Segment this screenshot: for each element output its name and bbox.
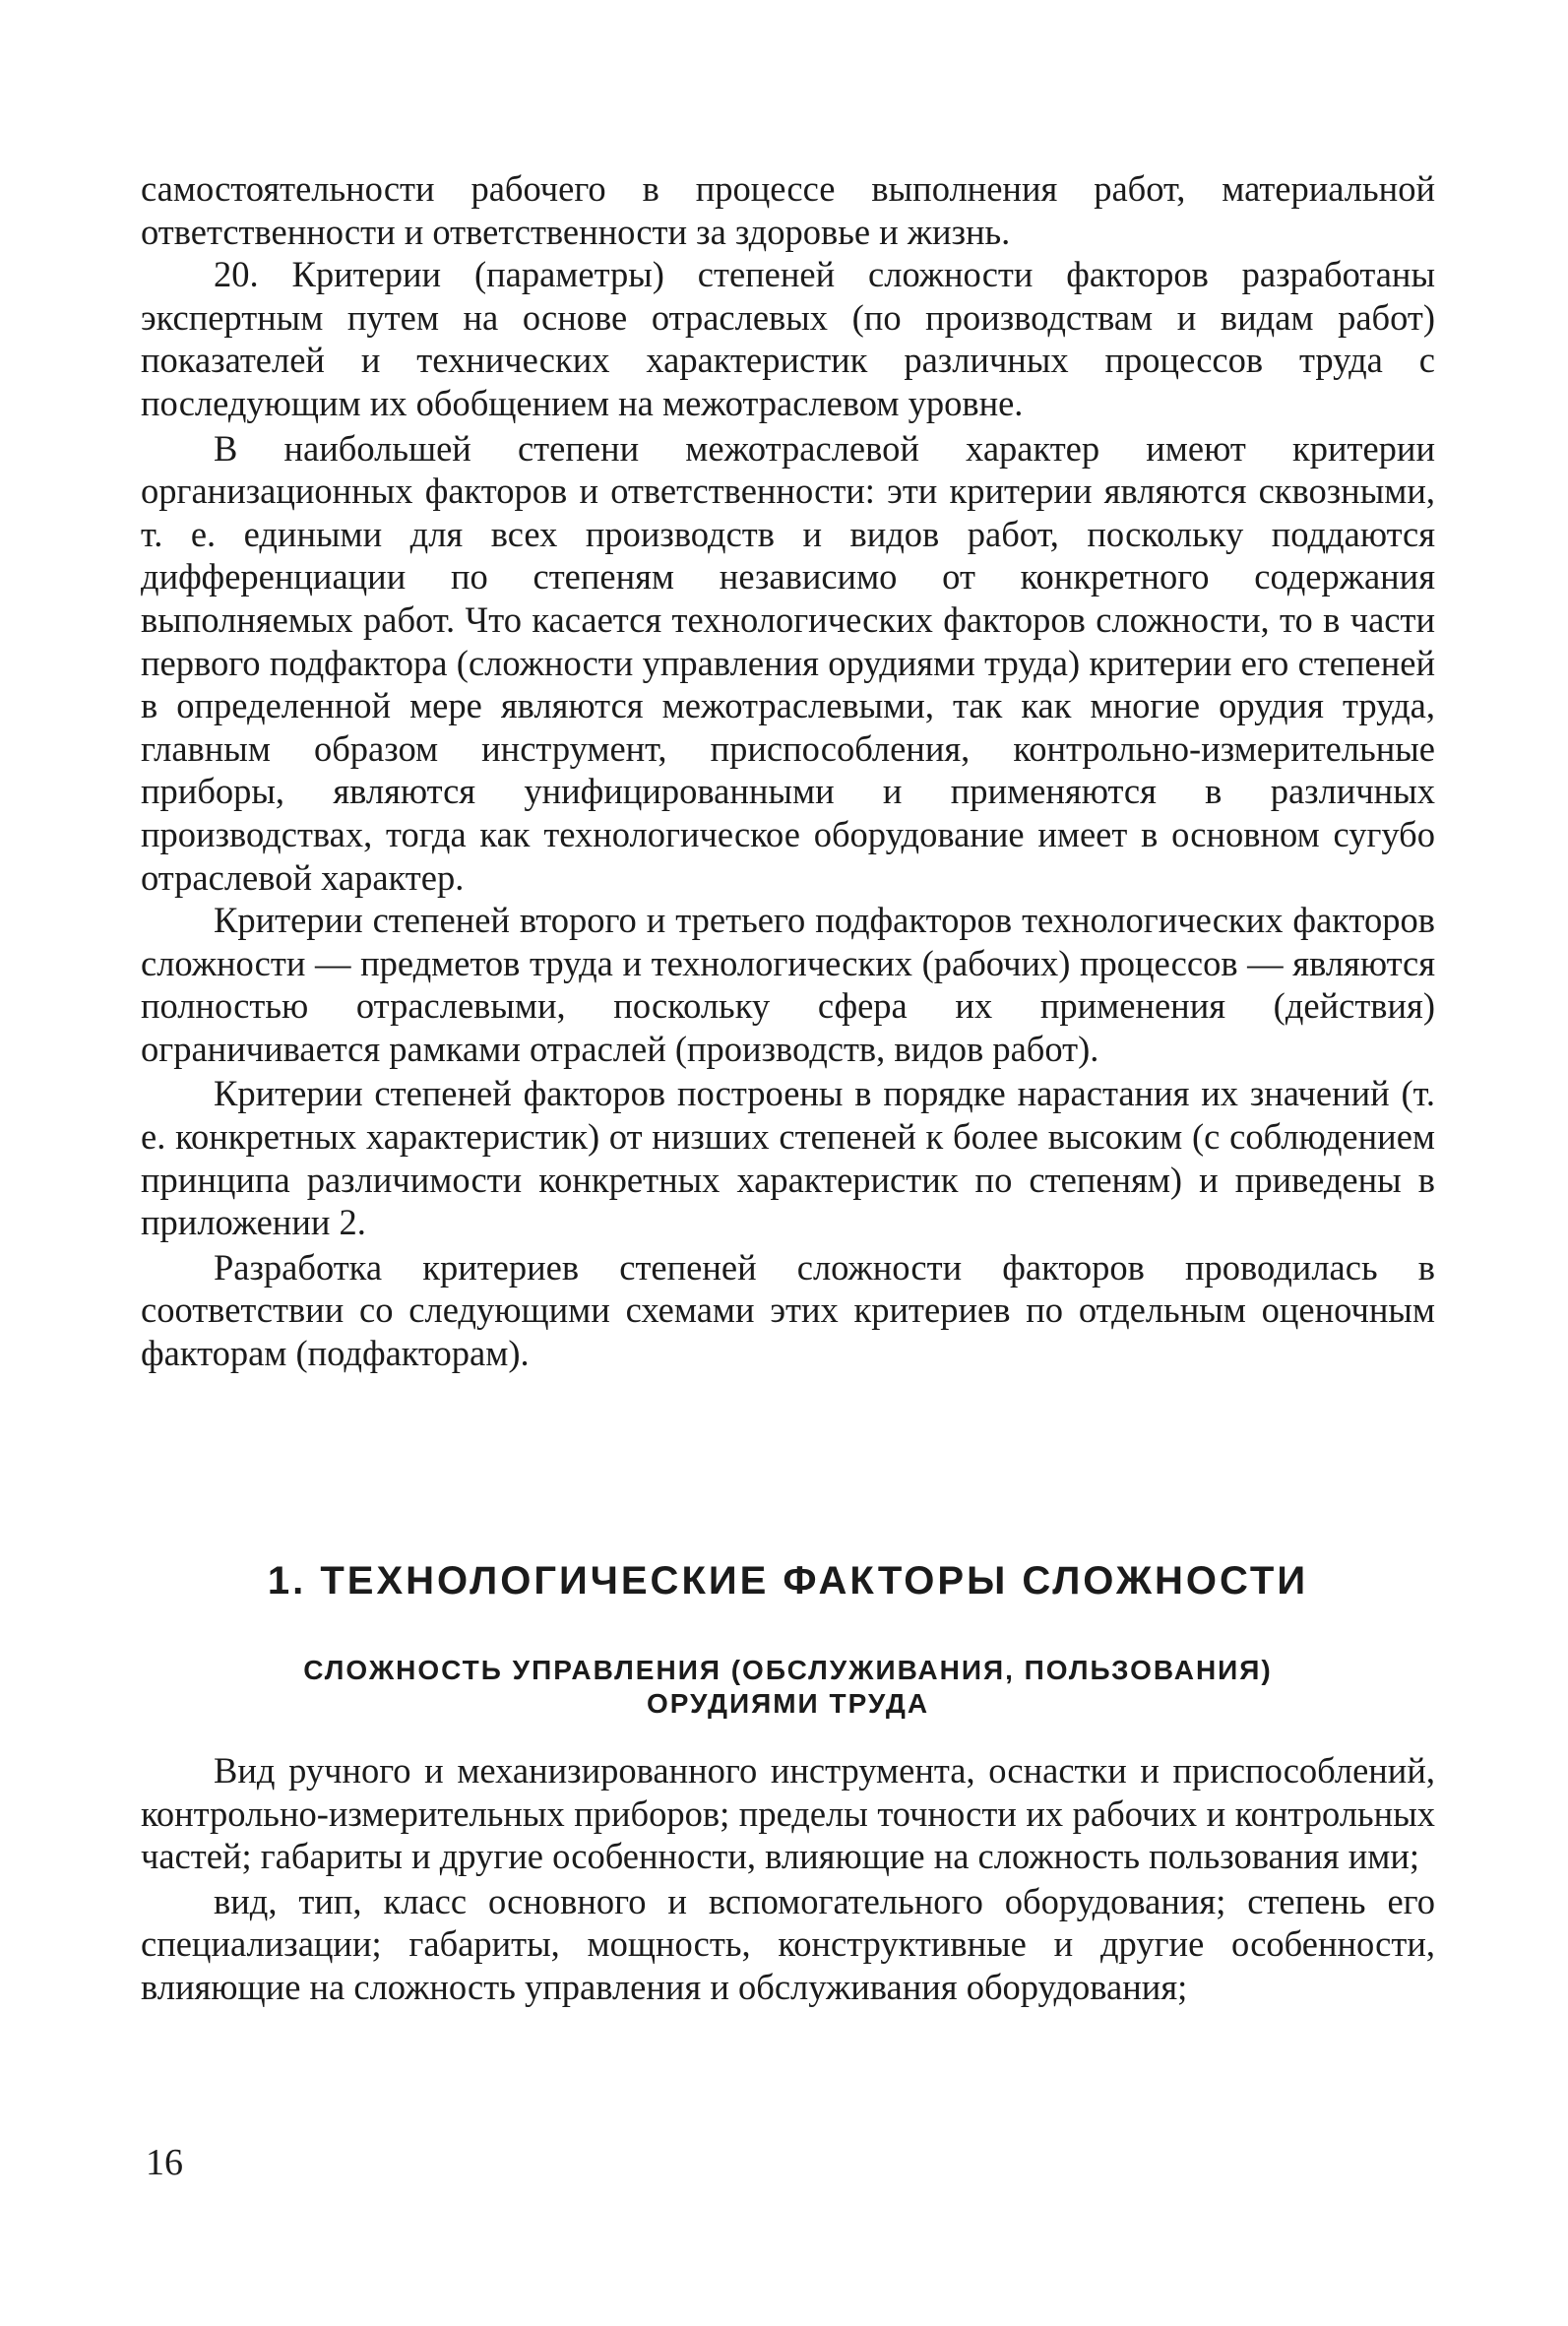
page-number: 16 [146,2142,183,2183]
paragraph-interindustry: В наибольшей степени межотраслевой характер имеют критерии организационных факторов и ответственности: эти критерии являются сквозными, т. е. едиными для всех производств и видов работ, поскольку поддаются дифференциации по степеням независимо от конкретного содержания выполняемых работ. Что касается технологических факторов сложности, то в части первого подфактора (сложности управления орудиями труда) критерии его степеней в определенной мере являются межотраслевыми, так как многие орудия труда, главным образом инструмент, приспособления, контрольно-измерительные приборы, являются унифицированными и применяются в различных производствах, тогда как технологическое оборудование имеет в основном сугубо отраслевой характер. [141,427,1435,898]
body-text-bottom [141,1749,1435,2009]
paragraph-criteria-order: Критерии степеней факторов построены в порядке нарастания их значений (т. е. конкретных характеристик) от низших степеней к более высоким (с соблюдением принципа различимости конкретных характеристик по степеням) и приведены в приложении 2. [141,1073,1435,1243]
paragraph-development: Разработка критериев степеней сложности факторов проводилась в соответствии со следующими схемами этих критериев по отдельным оценочным факторам (подфакторам). [141,1246,1435,1374]
paragraph-continuation: самостоятельности рабочего в процессе выполнения работ, материальной ответственности и ответственности за здоровье и жизнь. [141,168,1435,252]
paragraph-equipment: вид, тип, класс основного и вспомогательного оборудования; степень его специализации; габариты, мощность, конструктивные и другие особенности, влияющие на сложность управления и обслуживания оборудования; [141,1880,1435,2007]
paragraph-tools: Вид ручного и механизированного инструмента, оснастки и приспособлений, контрольно-измерительных приборов; пределы точности их рабочих и контрольных частей; габариты и другие особенности, влияющие на сложность пользования ими; [141,1750,1435,1877]
subsection-heading-line-1: СЛОЖНОСТЬ УПРАВЛЕНИЯ (ОБСЛУЖИВАНИЯ, ПОЛЬЗОВАНИЯ) [303,1655,1273,1685]
subsection-heading-line-2: ОРУДИЯМИ ТРУДА [646,1688,930,1719]
body-text-top [141,167,1435,1375]
subsection-heading [141,1654,1435,1721]
paragraph-item-20: 20. Критерии (параметры) степеней сложности факторов разработаны экспертным путем на основе отраслевых (по производствам и видам работ) показателей и технических характеристик различных процессов труда с последующим их обобщением на межотраслевом уровне. [141,254,1435,423]
section-heading: 1. ТЕХНОЛОГИЧЕСКИЕ ФАКТОРЫ СЛОЖНОСТИ [267,1559,1309,1603]
paragraph-second-third-subfactors: Критерии степеней второго и третьего подфакторов технологических факторов сложности — предметов труда и технологических (рабочих) процессов — являются полностью отраслевыми, поскольку сфера их применения (действия) ограничивается рамками отраслей (производств, видов работ). [141,900,1435,1069]
